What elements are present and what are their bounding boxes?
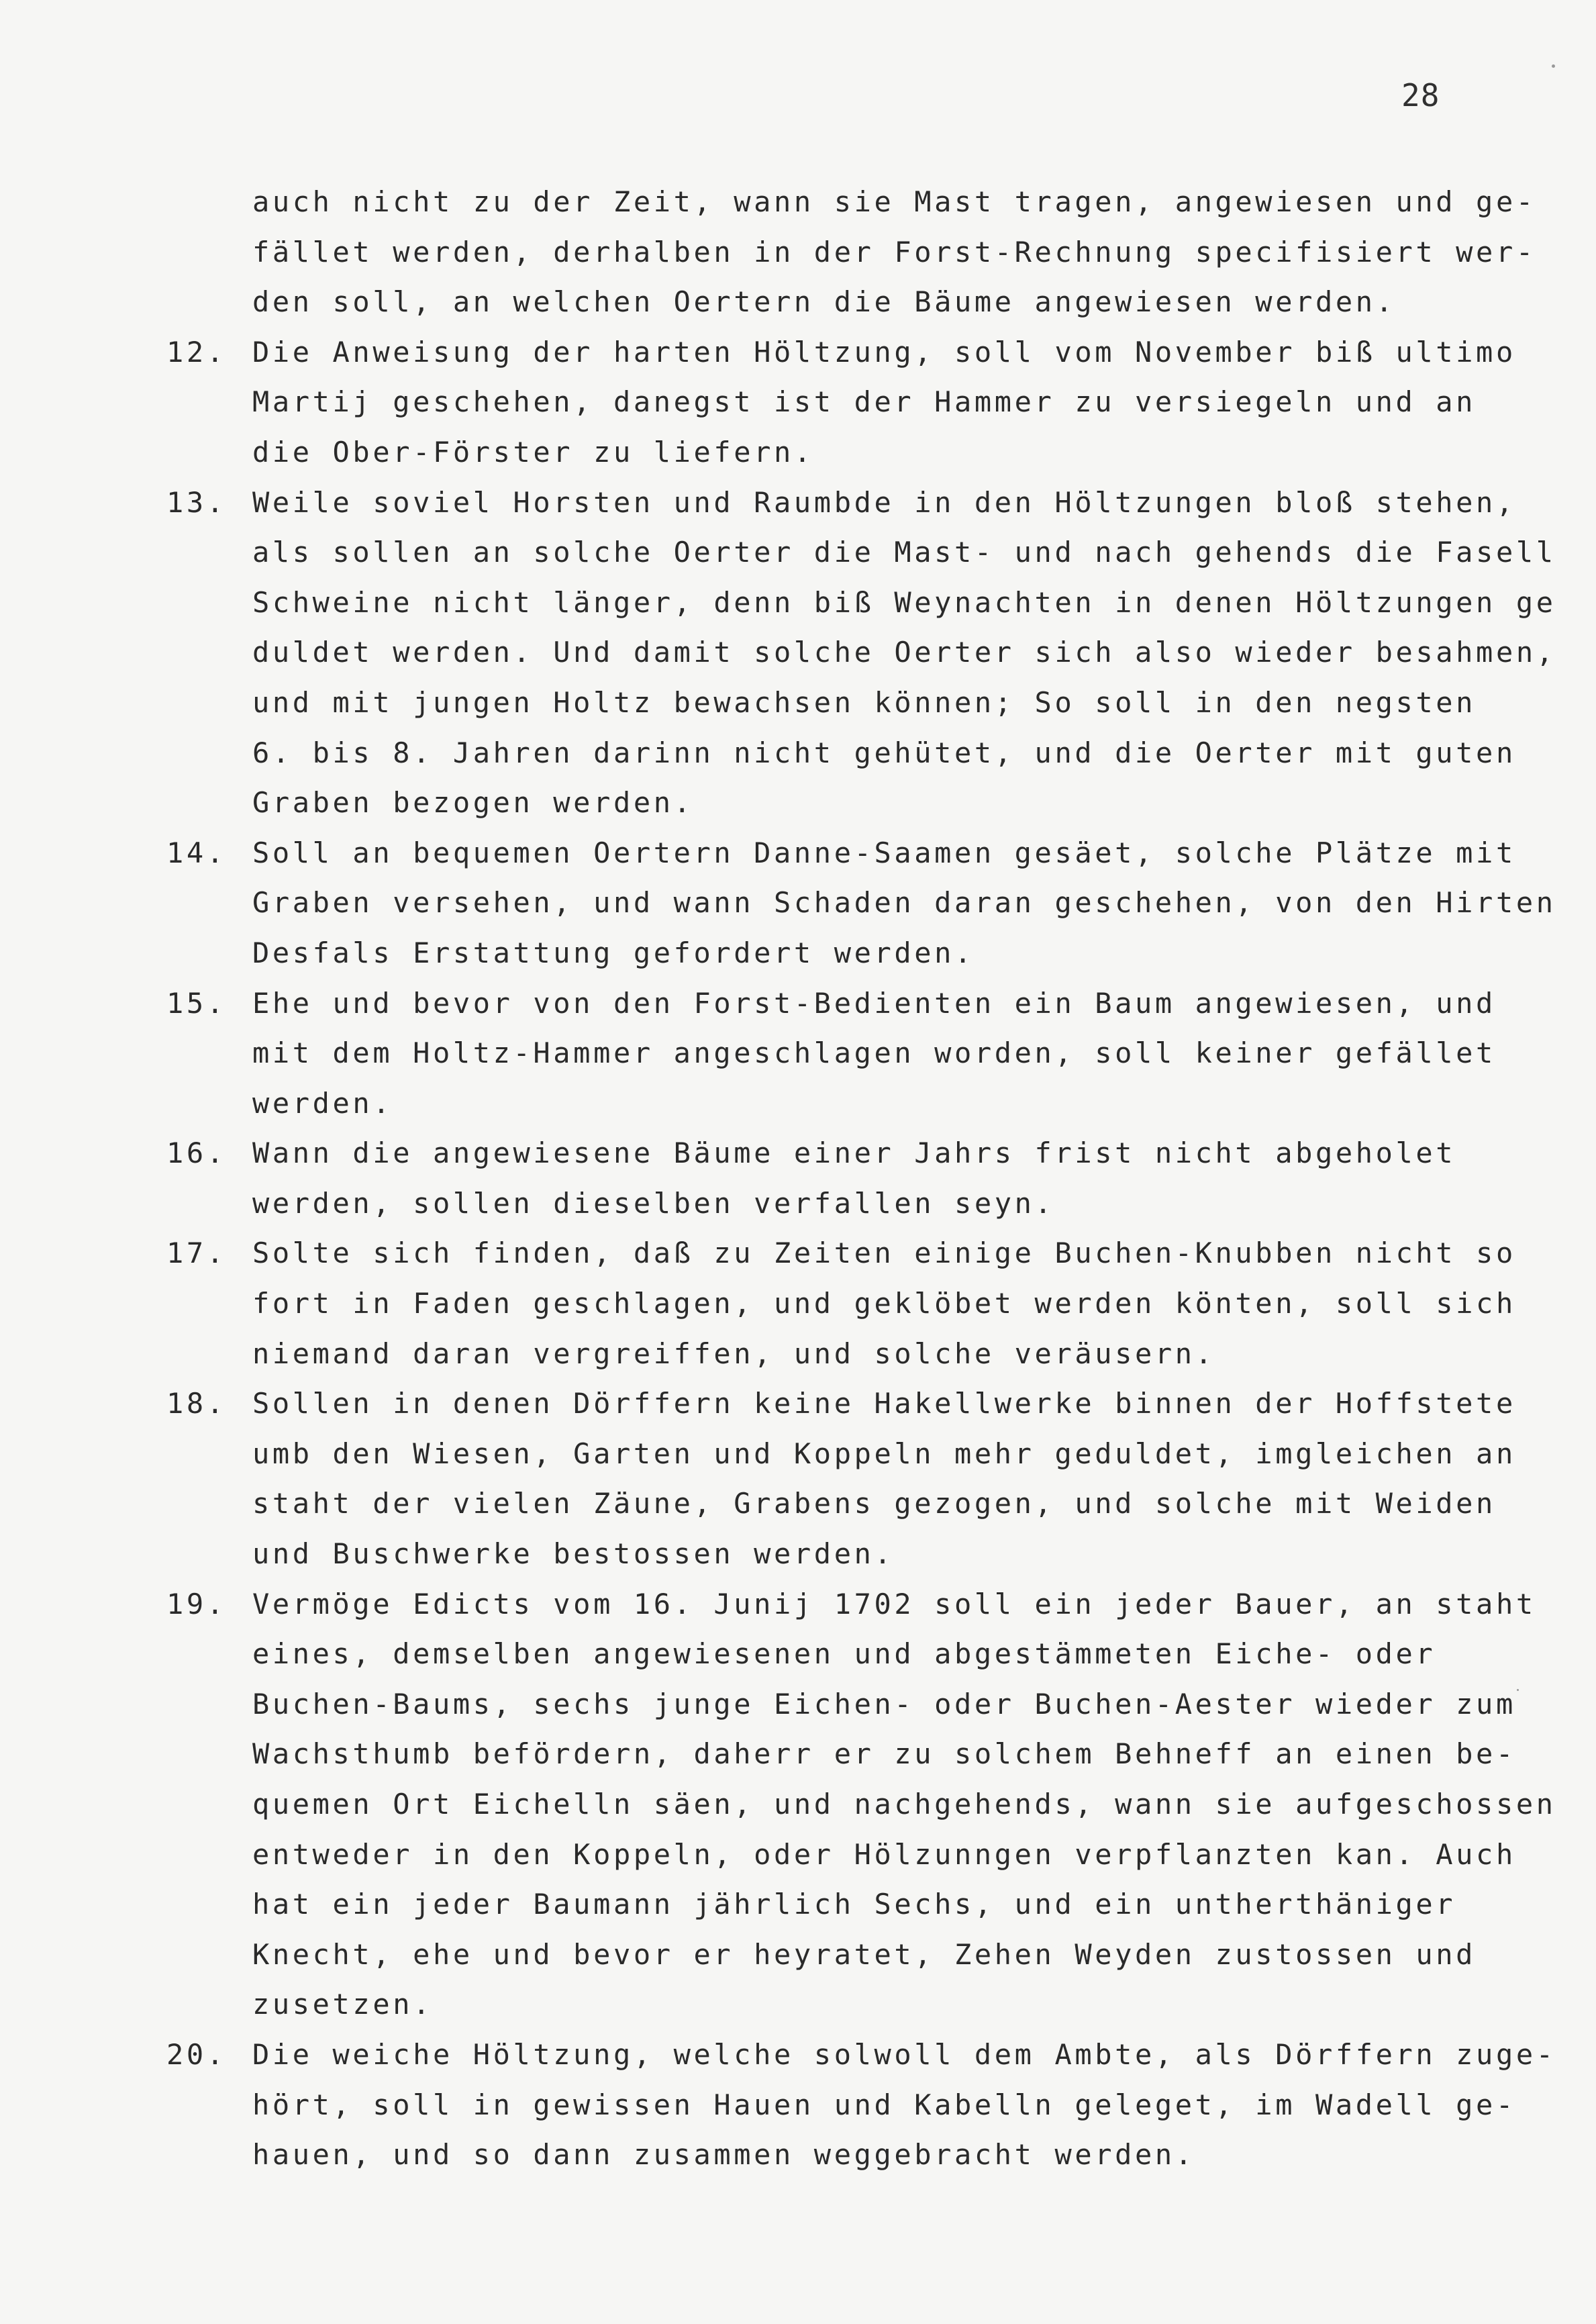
text-line	[166, 878, 1569, 928]
line-text: werden, sollen dieselben verfallen seyn.	[252, 1186, 1055, 1220]
text-line	[166, 528, 1569, 578]
text-line	[166, 1479, 1569, 1529]
item-number: 17.	[166, 1237, 227, 1270]
list-item-start-line	[166, 828, 1569, 879]
line-text: Wann die angewiesene Bäume einer Jahrs frist nicht abgeholet	[252, 1136, 1456, 1170]
line-text: Knecht, ehe und bevor er heyratet, Zehen Weyden zustossen und	[252, 1937, 1477, 1971]
line-text: Martij geschehen, danegst ist der Hammer zu versiegeln und an	[252, 385, 1477, 419]
list-item-start-line	[166, 979, 1569, 1029]
line-text: die Ober-Förster zu liefern.	[252, 435, 814, 469]
line-text: hat ein jeder Baumann jährlich Sechs, und ein untherthäniger	[252, 1888, 1456, 1921]
line-text: Desfals Erstattung gefordert werden.	[252, 936, 975, 969]
line-text: und mit jungen Holtz bewachsen können; So soll in den negsten	[252, 685, 1477, 719]
text-line	[166, 678, 1569, 728]
item-number: 14.	[166, 836, 227, 869]
list-item-start-line	[166, 328, 1569, 378]
line-text: den soll, an welchen Oertern die Bäume angewiesen werden.	[252, 285, 1396, 319]
text-line	[166, 1429, 1569, 1480]
text-line	[166, 778, 1569, 828]
line-text: Die Anweisung der harten Höltzung, soll vom November biß ultimo	[252, 335, 1516, 369]
line-text: quemen Ort Eichelln säen, und nachgehends, wann sie aufgeschossen	[252, 1788, 1556, 1821]
text-line	[166, 1629, 1569, 1680]
line-text: Die weiche Höltzung, welche solwoll dem Ambte, als Dörffern zuge-	[252, 2037, 1556, 2071]
text-line	[166, 1680, 1569, 1730]
line-text: Ehe und bevor von den Forst-Bedienten ein Baum angewiesen, und	[252, 986, 1496, 1020]
line-text: Graben bezogen werden.	[252, 786, 694, 820]
line-text: Wachsthumb befördern, daherr er zu solchem Behneff an einen be-	[252, 1737, 1516, 1771]
line-text: hauen, und so dann zusammen weggebracht werden.	[252, 2138, 1195, 2172]
item-number: 12.	[166, 335, 227, 369]
line-text: und Buschwerke bestossen werden.	[252, 1537, 895, 1571]
line-text: auch nicht zu der Zeit, wann sie Mast tragen, angewiesen und ge-	[252, 185, 1536, 218]
line-text: duldet werden. Und damit solche Oerter sich also wieder besahmen,	[252, 636, 1556, 669]
text-line	[166, 1930, 1569, 1980]
text-line	[166, 428, 1569, 478]
line-text: werden.	[252, 1086, 393, 1120]
text-line	[166, 1279, 1569, 1329]
text-line	[166, 1780, 1569, 1830]
line-text: Weile soviel Horsten und Raumbde in den Höltzungen bloß stehen,	[252, 485, 1516, 519]
list-item-start-line	[166, 1379, 1569, 1429]
text-line	[166, 377, 1569, 428]
text-line	[166, 1079, 1569, 1129]
text-line	[166, 1729, 1569, 1780]
text-line	[166, 1329, 1569, 1379]
text-line	[166, 728, 1569, 779]
line-text: umb den Wiesen, Garten und Koppeln mehr geduldet, imgleichen an	[252, 1437, 1516, 1470]
text-line	[166, 2080, 1569, 2131]
text-line	[166, 1980, 1569, 2030]
paper-speck	[1552, 64, 1555, 68]
list-item-start-line	[166, 1580, 1569, 1630]
text-line	[166, 228, 1569, 278]
line-text: fort in Faden geschlagen, und geklöbet werden könten, soll sich	[252, 1287, 1516, 1320]
line-text: Sollen in denen Dörffern keine Hakellwerke binnen der Hoffstete	[252, 1387, 1516, 1420]
list-item-start-line	[166, 2030, 1569, 2080]
page-number: 28	[1401, 77, 1440, 113]
text-line	[166, 628, 1569, 678]
list-item-start-line	[166, 478, 1569, 528]
text-line	[166, 928, 1569, 979]
text-line	[166, 1880, 1569, 1930]
line-text: fället werden, derhalben in der Forst-Rechnung specifisiert wer-	[252, 235, 1536, 269]
text-line	[166, 578, 1569, 628]
item-number: 16.	[166, 1136, 227, 1170]
line-text: Vermöge Edicts vom 16. Junij 1702 soll ein jeder Bauer, an staht	[252, 1587, 1536, 1620]
line-text: mit dem Holtz-Hammer angeschlagen worden, soll keiner gefället	[252, 1036, 1496, 1070]
line-text: Solte sich finden, daß zu Zeiten einige Buchen-Knubben nicht so	[252, 1237, 1516, 1270]
line-text: eines, demselben angewiesenen und abgestämmeten Eiche- oder	[252, 1637, 1436, 1671]
line-text: Schweine nicht länger, denn biß Weynachten in denen Höltzungen ge	[252, 585, 1556, 619]
text-line	[166, 177, 1569, 228]
document-body	[166, 177, 1569, 2180]
item-number: 15.	[166, 986, 227, 1020]
text-line	[166, 1028, 1569, 1079]
item-number: 18.	[166, 1387, 227, 1420]
line-text: Soll an bequemen Oertern Danne-Saamen gesäet, solche Plätze mit	[252, 836, 1516, 869]
line-text: entweder in den Koppeln, oder Hölzunngen verpflanzten kan. Auch	[252, 1837, 1516, 1871]
line-text: 6. bis 8. Jahren darinn nicht gehütet, und die Oerter mit guten	[252, 736, 1516, 769]
item-number: 13.	[166, 485, 227, 519]
text-line	[166, 1830, 1569, 1880]
text-line	[166, 277, 1569, 328]
paper-speck	[1517, 1689, 1519, 1691]
text-line	[166, 2130, 1569, 2180]
item-number: 20.	[166, 2037, 227, 2071]
item-number: 19.	[166, 1587, 227, 1620]
line-text: hört, soll in gewissen Hauen und Kabelln geleget, im Wadell ge-	[252, 2088, 1516, 2121]
line-text: zusetzen.	[252, 1988, 433, 2021]
text-line	[166, 1529, 1569, 1580]
text-line	[166, 1179, 1569, 1229]
line-text: Graben versehen, und wann Schaden daran geschehen, von den Hirten	[252, 886, 1556, 920]
line-text: Buchen-Baums, sechs junge Eichen- oder Buchen-Aester wieder zum	[252, 1687, 1516, 1721]
list-item-start-line	[166, 1228, 1569, 1279]
list-item-start-line	[166, 1128, 1569, 1179]
line-text: staht der vielen Zäune, Grabens gezogen, und solche mit Weiden	[252, 1487, 1496, 1520]
line-text: niemand daran vergreiffen, und solche veräusern.	[252, 1337, 1215, 1370]
line-text: als sollen an solche Oerter die Mast- und nach gehends die Fasell	[252, 536, 1556, 569]
